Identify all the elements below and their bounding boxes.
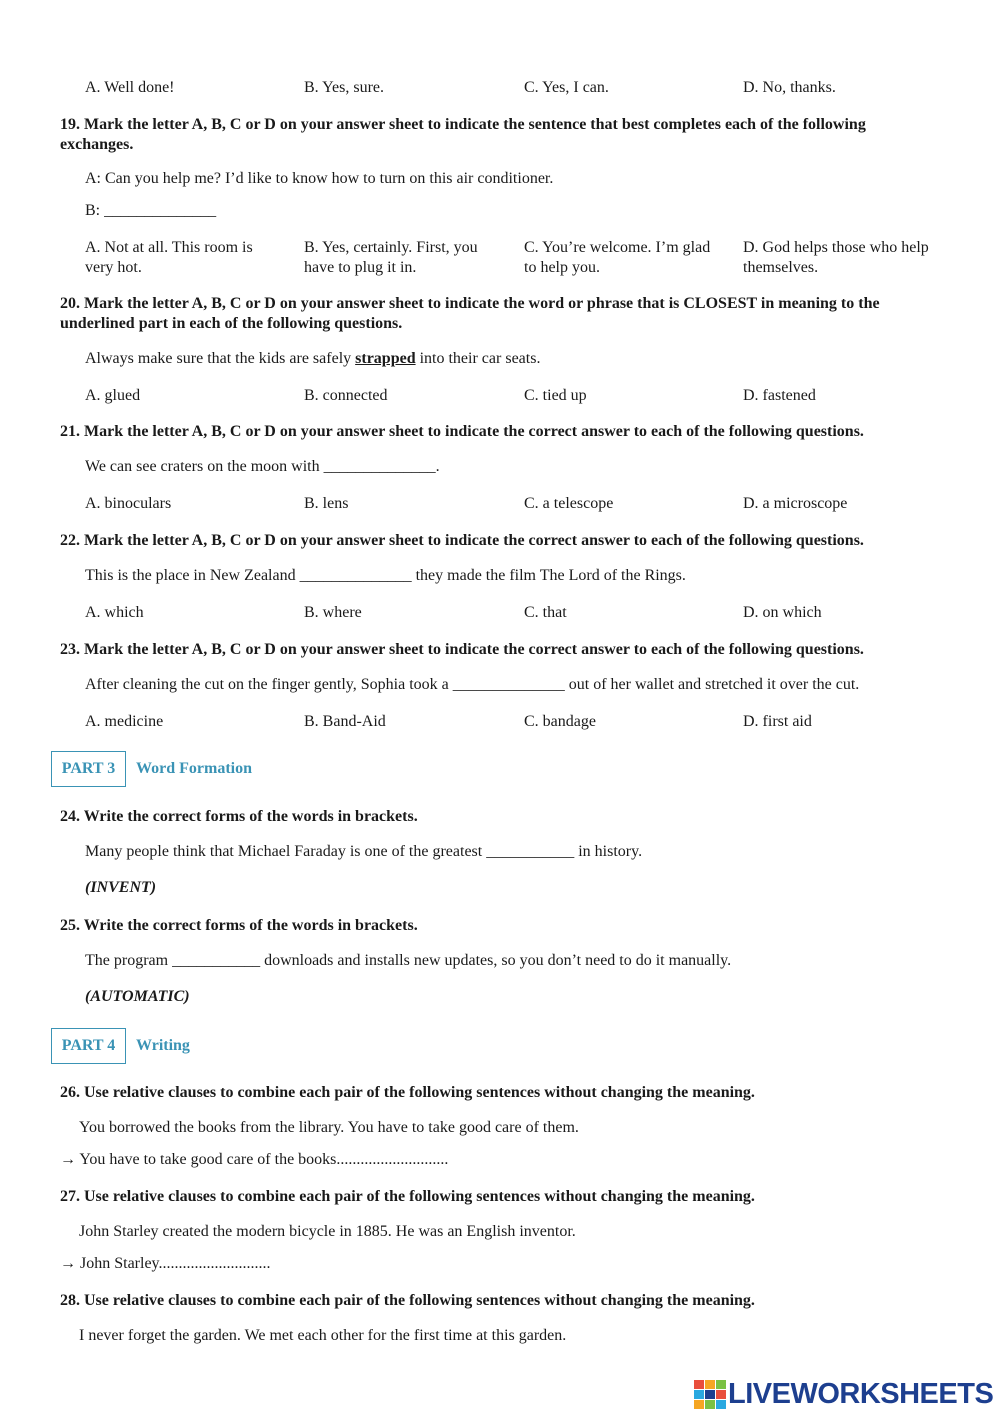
q26-answer-line[interactable]: → You have to take good care of the books............................ <box>60 1151 449 1168</box>
liveworksheets-logo <box>694 1377 993 1411</box>
part3-label: PART 3 <box>51 751 126 787</box>
q22-option-c[interactable]: C. that <box>524 604 567 621</box>
q23-option-c[interactable]: C. bandage <box>524 713 596 730</box>
q23-option-a[interactable]: A. medicine <box>85 713 164 730</box>
part4-title: Writing <box>136 1037 190 1054</box>
q20-option-b[interactable]: B. connected <box>304 387 388 404</box>
q18-option-b[interactable]: B. Yes, sure. <box>304 79 385 96</box>
q22-instruction: 22. Mark the letter A, B, C or D on your answer sheet to indicate the correct answer to each of the following questions. <box>60 532 864 549</box>
q19-option-b[interactable]: B. Yes, certainly. First, you have to plug it in. <box>304 239 478 276</box>
q25-sentence: The program ___________ downloads and installs new updates, so you don’t need to do it manually. <box>85 952 732 969</box>
q19-option-c[interactable]: C. You’re welcome. I’m glad to help you. <box>524 239 711 276</box>
q22-option-d[interactable]: D. on which <box>743 604 822 621</box>
q24-sentence: Many people think that Michael Faraday is one of the greatest ___________ in history. <box>85 843 643 860</box>
q27-sentence: John Starley created the modern bicycle in 1885. He was an English inventor. <box>79 1223 576 1240</box>
logo-text: LIVEWORKSHEETS <box>728 1377 994 1410</box>
q26-sentence: You borrowed the books from the library. You have to take good care of them. <box>79 1119 579 1136</box>
q19-line-a: A: Can you help me? I’d like to know how to turn on this air conditioner. <box>85 170 554 187</box>
q19-option-a[interactable]: A. Not at all. This room is very hot. <box>85 239 253 276</box>
q21-option-d[interactable]: D. a microscope <box>743 495 848 512</box>
q24-instruction: 24. Write the correct forms of the words in brackets. <box>60 808 418 825</box>
q19-instruction: 19. Mark the letter A, B, C or D on your answer sheet to indicate the sentence that best completes each of the following exchanges. <box>60 116 866 153</box>
q20-instruction: 20. Mark the letter A, B, C or D on your answer sheet to indicate the word or phrase that is CLOSEST in meaning to the underlined part in each of the following questions. <box>60 295 880 332</box>
q18-option-a[interactable]: A. Well done! <box>85 79 175 96</box>
q25-instruction: 25. Write the correct forms of the words in brackets. <box>60 917 418 934</box>
q23-sentence: After cleaning the cut on the finger gently, Sophia took a ______________ out of her wallet and stretched it over the cut. <box>85 676 860 693</box>
q24-hint: (INVENT) <box>85 879 157 896</box>
logo-mark-icon <box>694 1380 724 1408</box>
q26-instruction: 26. Use relative clauses to combine each pair of the following sentences without changing the meaning. <box>60 1084 755 1101</box>
q23-option-b[interactable]: B. Band-Aid <box>304 713 386 730</box>
q20-option-a[interactable]: A. glued <box>85 387 141 404</box>
q22-option-a[interactable]: A. which <box>85 604 144 621</box>
q28-sentence: I never forget the garden. We met each other for the first time at this garden. <box>79 1327 567 1344</box>
q19-option-d[interactable]: D. God helps those who help themselves. <box>743 239 929 276</box>
q22-option-b[interactable]: B. where <box>304 604 362 621</box>
q22-sentence: This is the place in New Zealand ______________ they made the film The Lord of the Rings. <box>85 567 686 584</box>
q20-sentence <box>85 350 540 368</box>
q20-sentence-before: Always make sure that the kids are safely <box>85 350 356 367</box>
part3-title: Word Formation <box>136 760 252 777</box>
q25-hint: (AUTOMATIC) <box>85 988 190 1005</box>
q21-option-c[interactable]: C. a telescope <box>524 495 614 512</box>
q23-option-d[interactable]: D. first aid <box>743 713 812 730</box>
q21-option-a[interactable]: A. binoculars <box>85 495 172 512</box>
q20-sentence-after: into their car seats. <box>415 350 541 367</box>
q20-option-c[interactable]: C. tied up <box>524 387 587 404</box>
q20-option-d[interactable]: D. fastened <box>743 387 816 404</box>
q21-option-b[interactable]: B. lens <box>304 495 349 512</box>
q18-option-c[interactable]: C. Yes, I can. <box>524 79 609 96</box>
part4-label: PART 4 <box>51 1028 126 1064</box>
q27-instruction: 27. Use relative clauses to combine each pair of the following sentences without changing the meaning. <box>60 1188 755 1205</box>
q27-answer-line[interactable]: → John Starley............................ <box>60 1255 271 1272</box>
q23-instruction: 23. Mark the letter A, B, C or D on your answer sheet to indicate the correct answer to each of the following questions. <box>60 641 864 658</box>
q18-option-d[interactable]: D. No, thanks. <box>743 79 836 96</box>
q21-instruction: 21. Mark the letter A, B, C or D on your answer sheet to indicate the correct answer to each of the following questions. <box>60 423 864 440</box>
q20-underlined-word: strapped <box>355 350 416 367</box>
q19-line-b: B: ______________ <box>85 202 217 219</box>
q21-sentence: We can see craters on the moon with ______________. <box>85 458 440 475</box>
q28-instruction: 28. Use relative clauses to combine each pair of the following sentences without changing the meaning. <box>60 1292 755 1309</box>
